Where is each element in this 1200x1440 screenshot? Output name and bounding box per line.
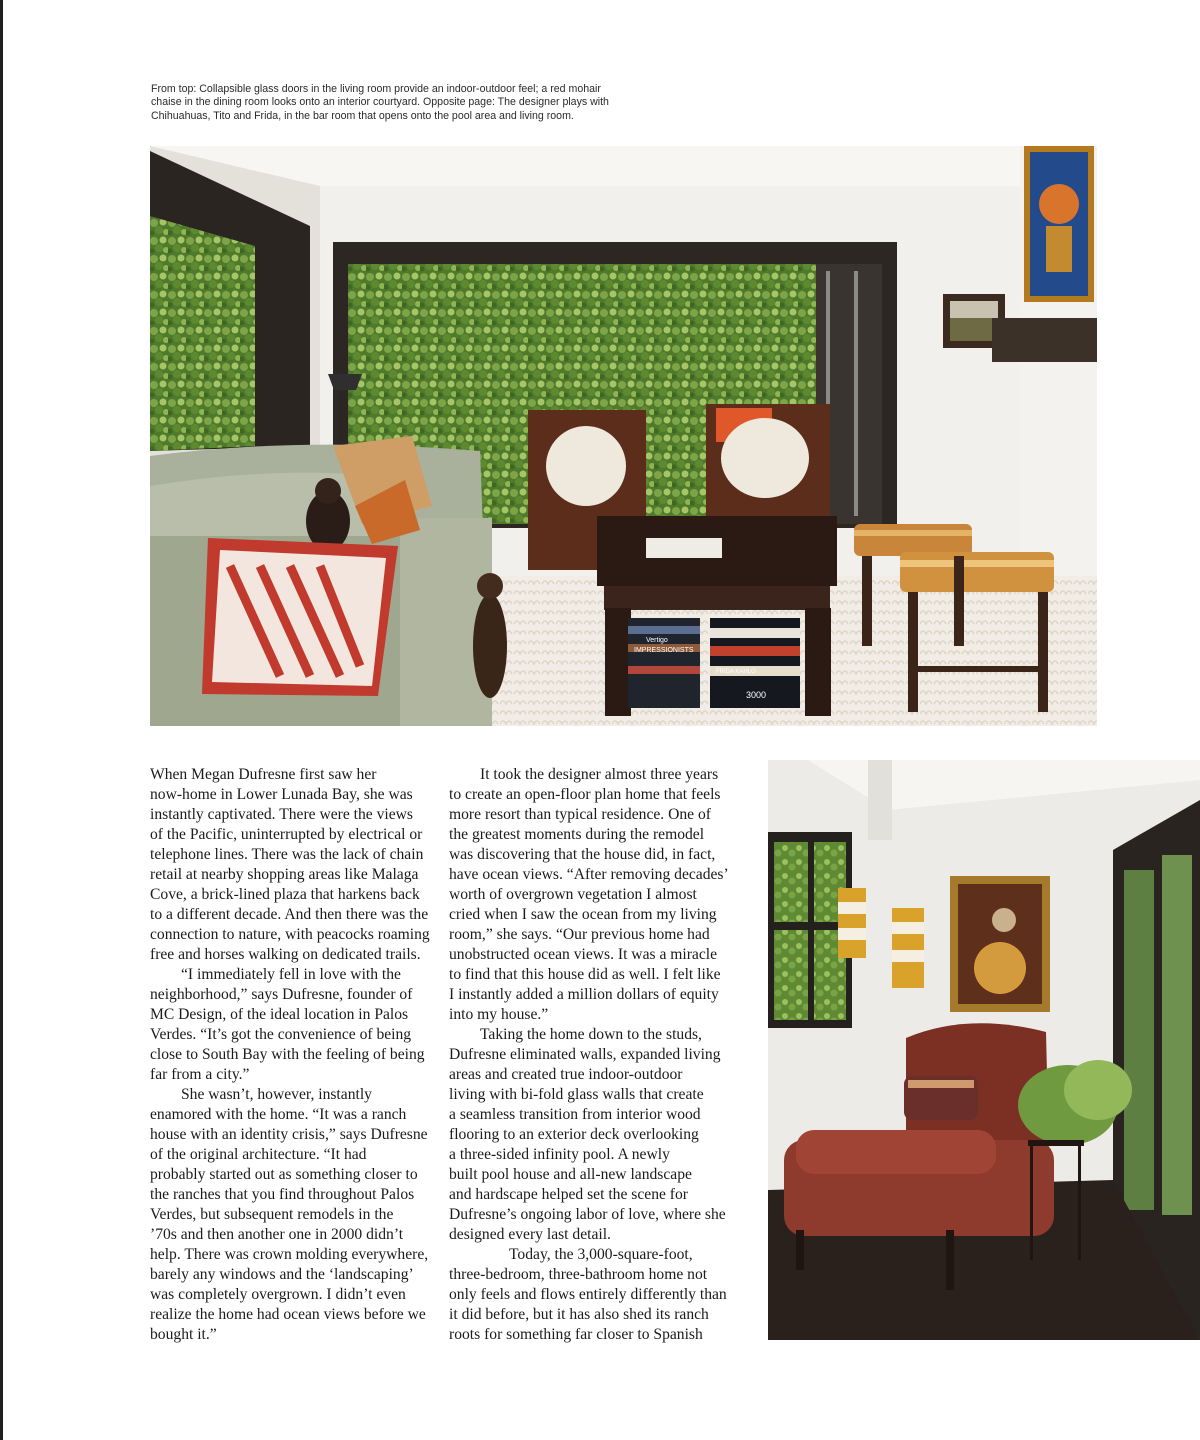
body-text-line: roots for something far closer to Spanish [449, 1326, 703, 1343]
body-text-line: of the Pacific, uninterrupted by electrical or [150, 826, 423, 843]
body-text-line: more resort than typical residence. One of [449, 806, 711, 823]
body-text-line: close to South Bay with the feeling of being [150, 1046, 425, 1063]
body-text-line: areas and created true indoor-outdoor [449, 1066, 683, 1083]
body-text-line: house with an identity crisis,” says Dufresne [150, 1126, 428, 1143]
body-text-line: Taking the home down to the studs, [480, 1026, 702, 1043]
body-text-line: help. There was crown molding everywhere, [150, 1246, 429, 1263]
page-edge-rule [0, 0, 3, 1440]
body-text-line: have ocean views. “After removing decades’ [449, 866, 729, 883]
body-text-line: instantly captivated. There were the views [150, 806, 413, 823]
body-text-line: worth of overgrown vegetation I almost [449, 886, 697, 903]
body-text-line: room,” she says. “Our previous home had [449, 926, 710, 943]
body-text-line: and hardscape helped set the scene for [449, 1186, 688, 1203]
body-text-line: ’70s and then another one in 2000 didn’t [150, 1226, 404, 1243]
caption-line: From top: Collapsible glass doors in the living room provide an indoor-outdoor feel; a red mohair [151, 83, 601, 95]
book-spine-text: FRIDA KAHLO [716, 669, 756, 675]
body-text-line: into my house.” [449, 1006, 549, 1023]
body-text-line: Dufresne’s ongoing labor of love, where she [449, 1206, 726, 1223]
body-text-line: realize the home had ocean views before we [150, 1306, 426, 1323]
body-text-line: to create an open-floor plan home that feels [449, 786, 721, 803]
caption-line: Chihuahuas, Tito and Frida, in the bar room that opens onto the pool area and living room. [151, 109, 574, 122]
body-text-line: neighborhood,” says Dufresne, founder of [150, 986, 413, 1003]
body-text-line: three-bedroom, three-bathroom home not [449, 1266, 708, 1283]
body-text-line: MC Design, of the ideal location in Palos [150, 1006, 409, 1023]
body-text-line: of the original architecture. “It had [150, 1146, 367, 1163]
body-text-line: built pool house and all-new landscape [449, 1166, 692, 1183]
body-text-line: telephone lines. There was the lack of chain [150, 846, 424, 863]
body-text-line: was completely overgrown. I didn’t even [150, 1286, 406, 1303]
body-text-line: only feels and flows entirely differently than [449, 1286, 727, 1303]
body-text-line: living with bi-fold glass walls that create [449, 1086, 704, 1103]
book-spine-text: IMPRESSIONISTS [634, 647, 694, 654]
caption-line: chaise in the dining room looks onto an interior courtyard. Opposite page: The designer plays with [151, 96, 609, 109]
body-text-line: Verdes, but subsequent remodels in the [150, 1206, 394, 1223]
body-text-line: designed every last detail. [449, 1226, 611, 1243]
photo-caption [151, 83, 691, 123]
body-text-line: was discovering that the house did, in fact, [449, 846, 716, 863]
body-text-line: Dufresne eliminated walls, expanded living [449, 1046, 721, 1063]
body-text-line: probably started out as something closer to [150, 1166, 418, 1183]
body-text-line: to a different decade. And then there was the [150, 906, 429, 923]
body-text-line: free and horses walking on dedicated trails. [150, 946, 421, 963]
dining-room-chaise-photo [768, 760, 1200, 1340]
body-text-line: Today, the 3,000-square-foot, [509, 1246, 693, 1263]
book-spine-text: Vertigo [646, 637, 668, 644]
body-text-line: cried when I saw the ocean from my living [449, 906, 717, 923]
body-text-line: bought it.” [150, 1326, 217, 1343]
body-text-line: connection to nature, with peacocks roaming [150, 926, 430, 943]
body-text-line: a seamless transition from interior wood [449, 1106, 701, 1123]
body-text-line: now-home in Lower Lunada Bay, she was [150, 786, 413, 803]
body-text-line: barely any windows and the ‘landscaping’ [150, 1266, 414, 1283]
body-text-line: flooring to an exterior deck overlooking [449, 1126, 699, 1143]
body-text-line: a three-sided infinity pool. A newly [449, 1146, 670, 1163]
body-text-line: Verdes. “It’s got the convenience of being [150, 1026, 412, 1043]
body-text-line: unobstructed ocean views. It was a miracle [449, 946, 718, 963]
body-text-line: It took the designer almost three years [480, 766, 719, 783]
body-text-line: She wasn’t, however, instantly [181, 1086, 372, 1103]
body-text-line: retail at nearby shopping areas like Malaga [150, 866, 419, 883]
article-column-2 [449, 765, 731, 1345]
body-text-line: I instantly added a million dollars of equity [449, 986, 719, 1003]
body-text-line: “I immediately fell in love with the [181, 966, 401, 983]
chaise-illustration [768, 760, 1200, 1340]
body-text-line: the greatest moments during the remodel [449, 826, 705, 843]
article-column-1 [150, 765, 432, 1345]
book-spine-text: 3000 [746, 690, 767, 700]
body-text-line: far from a city.” [150, 1066, 250, 1083]
body-text-line: it did before, but it has also shed its ranch [449, 1306, 709, 1323]
body-text-line: Cove, a brick-lined plaza that harkens back [150, 886, 420, 903]
living-room-illustration [150, 146, 1097, 726]
body-text-line: to find that this house did as well. I felt like [449, 966, 721, 983]
living-room-photo [150, 146, 1097, 726]
body-text-line: the ranches that you find throughout Palos [150, 1186, 415, 1203]
body-text-line: When Megan Dufresne first saw her [150, 766, 377, 783]
body-text-line: enamored with the home. “It was a ranch [150, 1106, 407, 1123]
